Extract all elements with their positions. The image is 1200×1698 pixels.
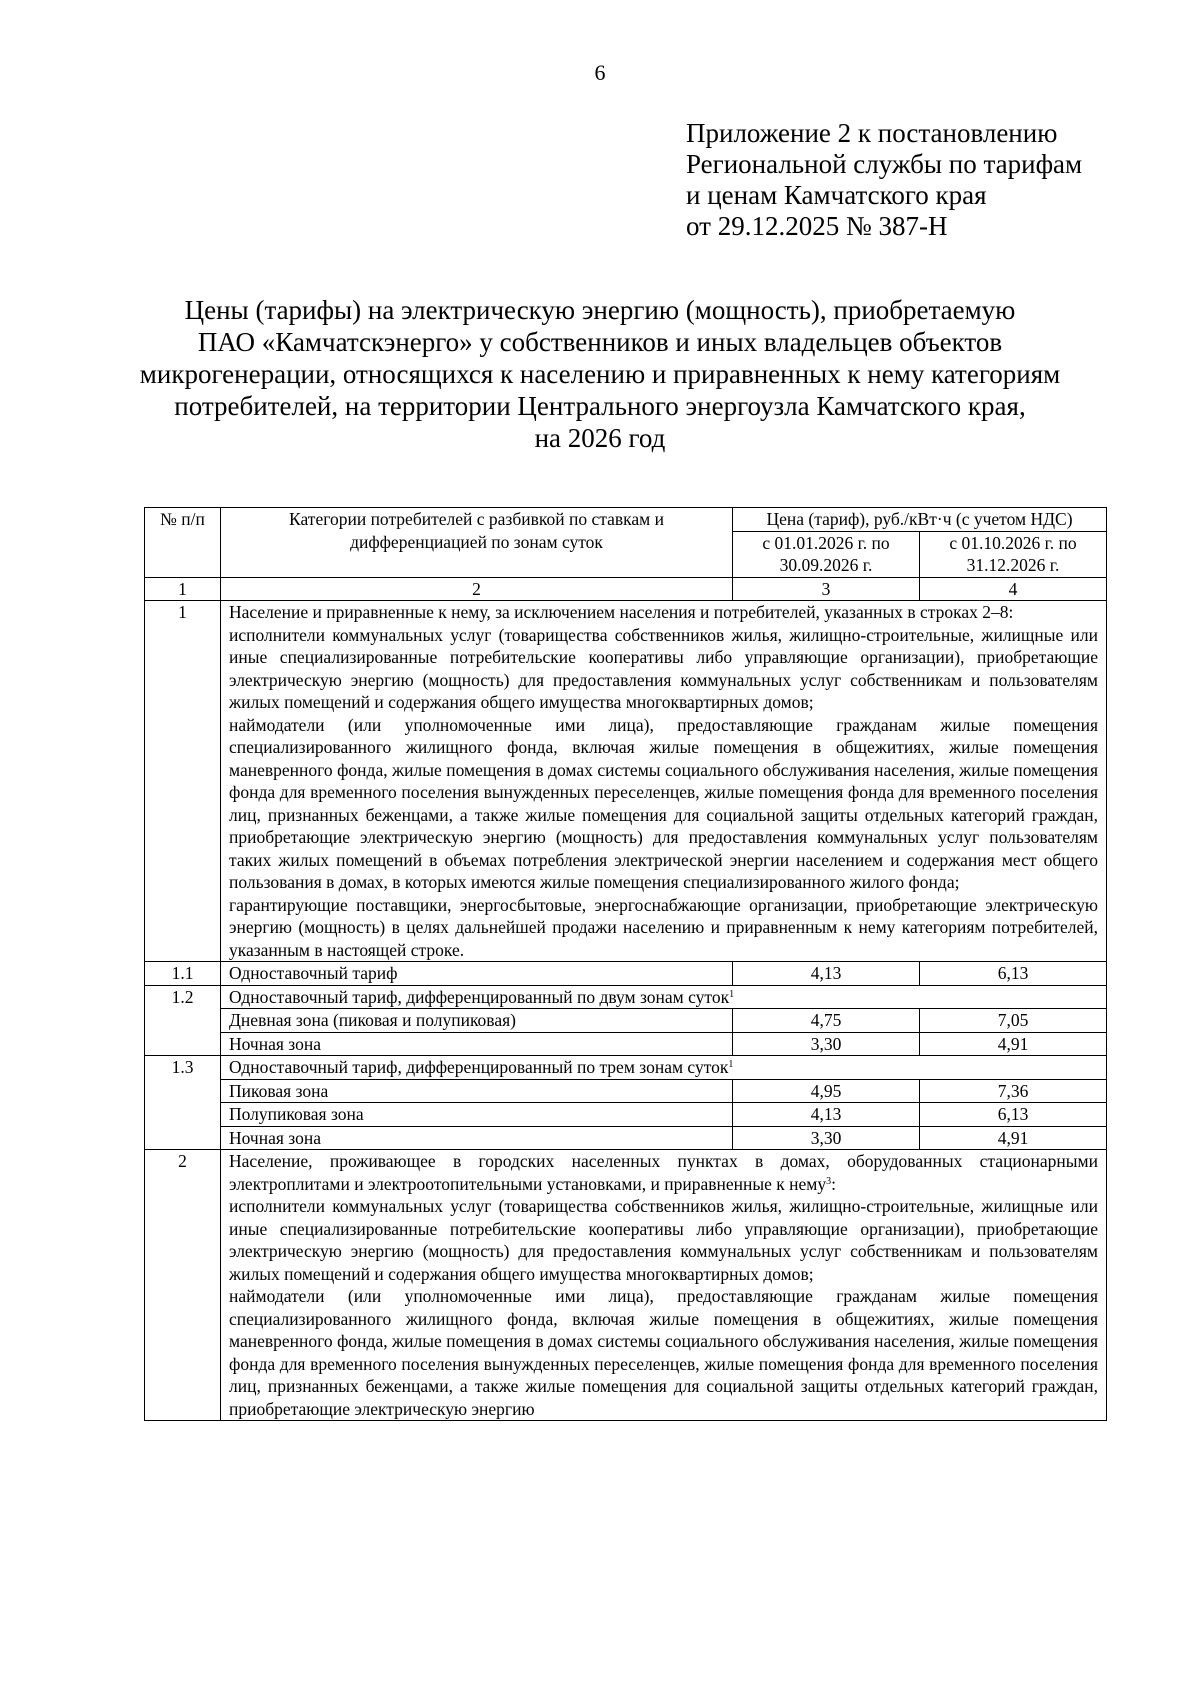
category-description bbox=[221, 601, 1107, 962]
column-number: 1 bbox=[145, 577, 221, 601]
category-paragraph: наймодатели (или уполномоченные ими лица), предоставляющие гражданам жилые помещения специализированного жилищного фонда, включая жилые помещения в общежитиях, жилые помещения маневренного фонда, жилые помещения в домах системы социального обслуживания населения, жилые помещения фонда для временного поселения вынужденных переселенцев, жилые помещения фонда для временного поселения лиц, признанных беженцами, а также жилые помещения для социальной защиты отдельных категорий граждан, приобретающие электрическую энергию bbox=[229, 1286, 1098, 1419]
tariff-value-period-2: 6,13 bbox=[920, 962, 1107, 986]
tariff-group-text: Одноставочный тариф, дифференцированный по трем зонам суток bbox=[229, 1057, 729, 1077]
category-paragraph: исполнители коммунальных услуг (товарищества собственников жилья, жилищно-строительные, жилищные или иные специализированные потребительские кооперативы либо управляющие организации), приобретающие электрическую энергию (мощность) для предоставления коммунальных услуг собственникам и пользователям жилых помещений и содержания общего имущества многоквартирных домов; bbox=[229, 1196, 1098, 1284]
column-number-row bbox=[145, 577, 1107, 601]
row-number: 1.2 bbox=[145, 985, 221, 1056]
column-number: 3 bbox=[733, 577, 920, 601]
page-number: 6 bbox=[594, 60, 606, 85]
category-paragraph: исполнители коммунальных услуг (товарищества собственников жилья, жилищно-строительные, жилищные или иные специализированные потребительские кооперативы либо управляющие организации), приобретающие электрическую энергию (мощность) для предоставления коммунальных услуг собственникам и пользователям жилых помещений и содержания общего имущества многоквартирных домов; bbox=[229, 624, 1098, 712]
table-row bbox=[145, 985, 1107, 1009]
column-number: 2 bbox=[221, 577, 733, 601]
table-row bbox=[145, 962, 1107, 986]
category-paragraph: гарантирующие поставщики, энергосбытовые, энергоснабжающие организации, приобретающие электрическую энергию (мощность) в целях дальнейшей продажи населению и приравненным к нему категориям потребителей, указанным в настоящей строке. bbox=[229, 894, 1098, 960]
header-num: № п/п bbox=[145, 508, 221, 578]
zone-label: Полупиковая зона bbox=[221, 1103, 733, 1127]
tariff-group-label bbox=[221, 1056, 1107, 1080]
table-row bbox=[145, 1009, 1107, 1033]
tariff-value-period-2: 7,36 bbox=[920, 1079, 1107, 1103]
table-row bbox=[145, 1103, 1107, 1127]
tariff-group-label bbox=[221, 985, 1107, 1009]
tariff-value-period-2: 7,05 bbox=[920, 1009, 1107, 1033]
tariff-value-period-1: 4,13 bbox=[733, 1103, 920, 1127]
tariff-value-period-2: 6,13 bbox=[920, 1103, 1107, 1127]
tariff-value-period-1: 4,95 bbox=[733, 1079, 920, 1103]
category-paragraph bbox=[229, 1150, 1098, 1195]
table-row bbox=[145, 1126, 1107, 1150]
tariff-value-period-1: 3,30 bbox=[733, 1126, 920, 1150]
table-row bbox=[145, 1056, 1107, 1080]
tariff-label: Одноставочный тариф bbox=[221, 962, 733, 986]
header-category: Категории потребителей с разбивкой по ставкам и дифференциацией по зонам суток bbox=[221, 508, 733, 578]
tariff-value-period-1: 4,75 bbox=[733, 1009, 920, 1033]
appendix-line: от 29.12.2025 № 387-Н bbox=[686, 211, 948, 241]
zone-label: Ночная зона bbox=[221, 1032, 733, 1056]
title-line: ПАО «Камчатскэнерго» у собственников и иных владельцев объектов bbox=[197, 327, 1003, 357]
tariff-table bbox=[144, 507, 1107, 1421]
header-period-1: с 01.01.2026 г. по 30.09.2026 г. bbox=[733, 531, 920, 577]
category-paragraph: наймодатели (или уполномоченные ими лица), предоставляющие гражданам жилые помещения специализированного жилищного фонда, включая жилые помещения в общежитиях, жилые помещения маневренного фонда, жилые помещения в домах системы социального обслуживания населения, жилые помещения фонда для временного поселения вынужденных переселенцев, жилые помещения фонда для временного поселения лиц, признанных беженцами, а также жилые помещения для социальной защиты отдельных категорий граждан, приобретающие электрическую энергию (мощность) для предоставления коммунальных услуг пользователям таких жилых помещений в объемах потребления электрической энергии населением и содержания мест общего пользования в домах, в которых имеются жилые помещения специализированного жилого фонда; bbox=[229, 714, 1098, 892]
appendix-line: Региональной службы по тарифам bbox=[686, 149, 1083, 179]
column-number: 4 bbox=[920, 577, 1107, 601]
category-intro: Население, проживающее в городских населенных пунктах в домах, оборудованных стационарными электроплитами и электроотопительными установками, и приравненные к нему bbox=[229, 1151, 1098, 1194]
table-row bbox=[145, 1079, 1107, 1103]
appendix-block bbox=[686, 118, 1082, 242]
footnote-mark: 3 bbox=[826, 1175, 832, 1187]
zone-label: Дневная зона (пиковая и полупиковая) bbox=[221, 1009, 733, 1033]
row-number: 1.3 bbox=[145, 1056, 221, 1150]
tariff-value-period-1: 4,13 bbox=[733, 962, 920, 986]
table-row bbox=[145, 1032, 1107, 1056]
row-number: 1.1 bbox=[145, 962, 221, 986]
table-header-row bbox=[145, 508, 1107, 532]
table-row bbox=[145, 1150, 1107, 1421]
appendix-line: Приложение 2 к постановлению bbox=[686, 118, 1058, 148]
zone-label: Пиковая зона bbox=[221, 1079, 733, 1103]
row-number: 1 bbox=[145, 601, 221, 962]
title-line: Цены (тарифы) на электрическую энергию (мощность), приобретаемую bbox=[184, 295, 1016, 325]
footnote-mark: 1 bbox=[729, 988, 735, 1000]
header-price: Цена (тариф), руб./кВт·ч (с учетом НДС) bbox=[733, 508, 1107, 532]
title-line: микрогенерации, относящихся к населению и приравненных к нему категориям bbox=[139, 359, 1061, 389]
title-line: потребителей, на территории Центрального энергоузла Камчатского края, bbox=[174, 391, 1026, 421]
tariff-value-period-2: 4,91 bbox=[920, 1032, 1107, 1056]
row-number: 2 bbox=[145, 1150, 221, 1421]
category-description bbox=[221, 1150, 1107, 1421]
tariff-value-period-1: 3,30 bbox=[733, 1032, 920, 1056]
footnote-mark: 1 bbox=[728, 1059, 734, 1070]
category-paragraph: Население и приравненные к нему, за исключением населения и потребителей, указанных в строках 2–8: bbox=[229, 602, 1014, 622]
tariff-value-period-2: 4,91 bbox=[920, 1126, 1107, 1150]
tariff-group-text: Одноставочный тариф, дифференцированный по двум зонам суток bbox=[229, 986, 730, 1007]
document-title bbox=[100, 294, 1100, 454]
appendix-line: и ценам Камчатского края bbox=[686, 180, 987, 210]
table-row bbox=[145, 601, 1107, 962]
header-period-2: с 01.10.2026 г. по 31.12.2026 г. bbox=[920, 531, 1107, 577]
title-line: на 2026 год bbox=[534, 423, 666, 453]
category-intro-end: : bbox=[831, 1173, 836, 1194]
zone-label: Ночная зона bbox=[221, 1126, 733, 1150]
